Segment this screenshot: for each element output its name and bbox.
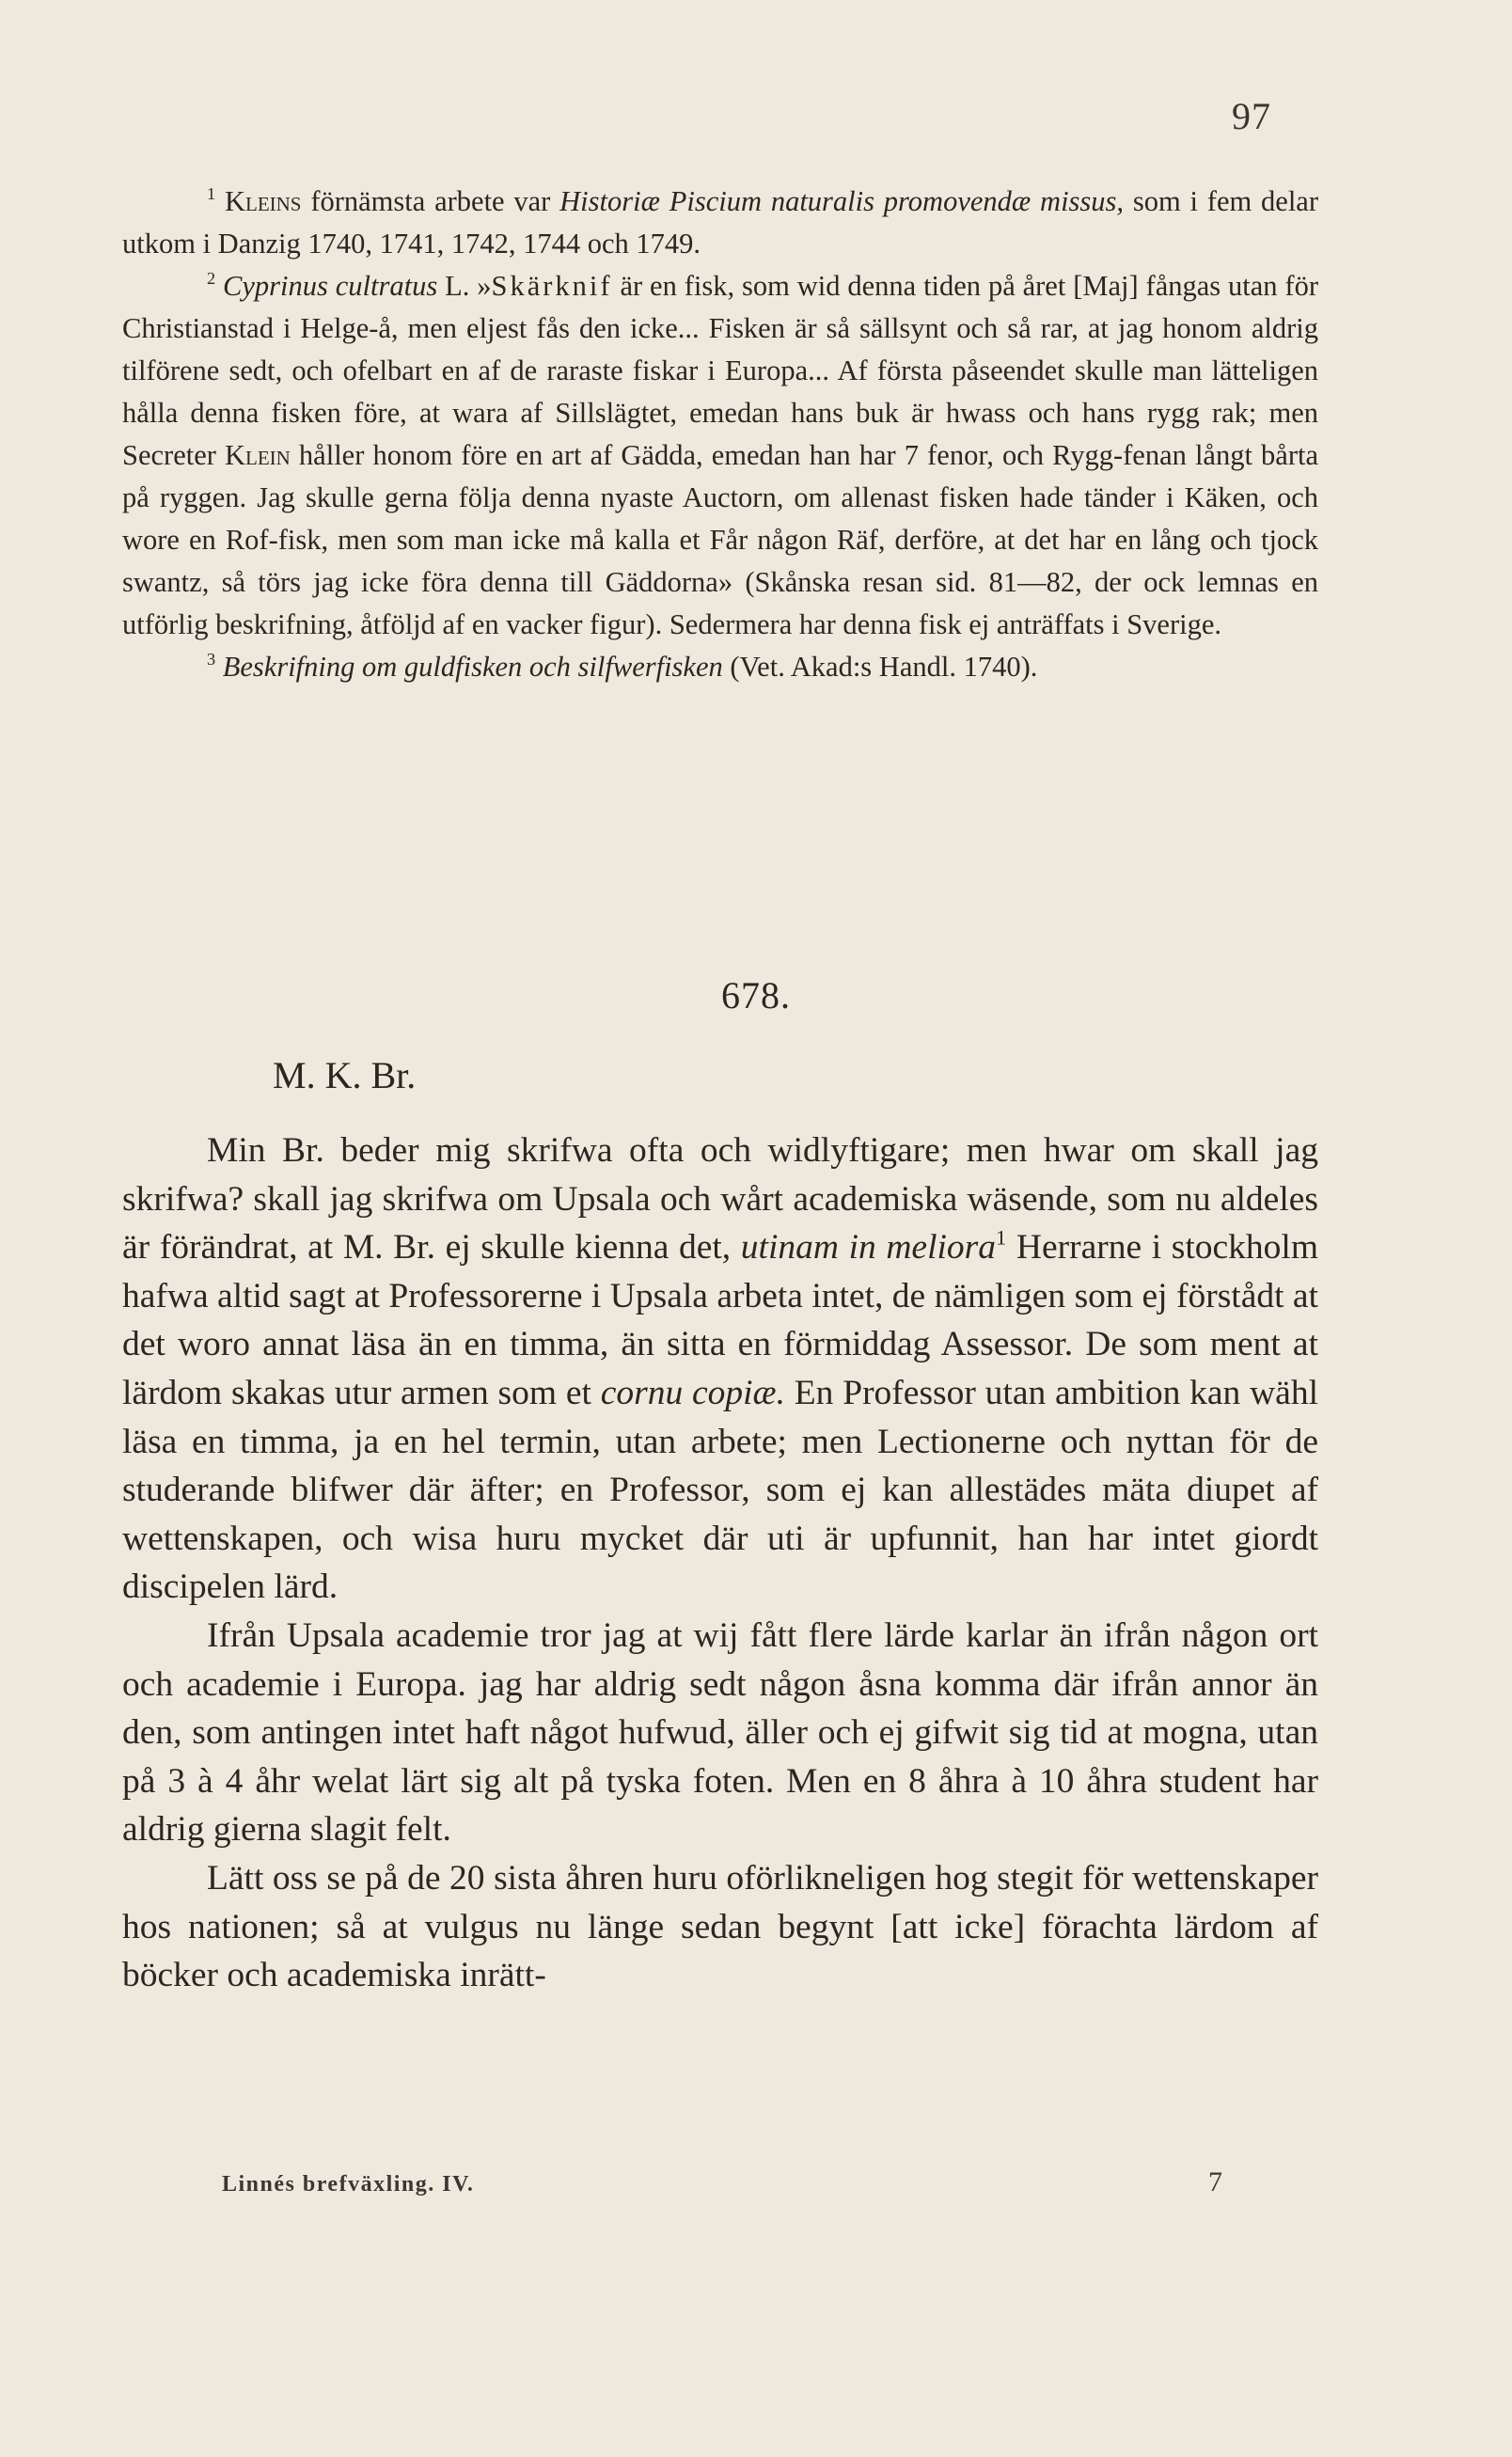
spaced-word: Skärknif xyxy=(491,270,613,302)
letter-paragraph-1: Min Br. beder mig skrifwa ofta och widlyftigare; men hwar om skall jag skrifwa? skall jag skrifwa om Upsala och wårt academiska wäsende, som nu aldeles är förändrat, at M. Br. ej skulle kienna det, utinam in meliora$^1$ Herrarne i stockholm hafwa altid sagt at Professorerne i Upsala arbeta intet, de nämligen som ej förstådt at det woro annat läsa än en timma, än sitta en förmiddag Assessor. De som ment at lärdom skakas utur armen som et cornu copiæ. En Professor utan ambition kan wähl läsa en timma, ja en hel termin, utan arbete; men Lectionerne och nyttan för de studerande blifwer där äfter; en Professor, som ej kan allestädes mäta diupet af wettenskapen, och wisa huru mycket där uti är upfunnit, han har intet giordt discipelen lärd. xyxy=(122,1131,1318,1607)
letter-body xyxy=(122,1126,1318,2000)
footnote-reference: 1 xyxy=(996,1225,1007,1250)
source-footer: Linnés brefväxling. IV. xyxy=(222,2172,475,2197)
page-number: 97 xyxy=(1232,95,1271,137)
footnote-marker: 3 xyxy=(207,650,216,669)
species-name: Cyprinus cultratus xyxy=(223,270,438,302)
footnote-marker: 2 xyxy=(207,269,216,289)
footnote-2: $^2$ Cyprinus cultratus L. »Skärknif är en fisk, som wid denna tiden på året [Maj] fångas utan för Christianstad i Helge-å, men eljest fås den icke... Fisken är så sällsynt och så rar, at jag honom aldrig tilförene sedt, och ofelbart en af de raraste fiskar i Europa... Af första påseendet skulle man lätteligen hålla denna fisken före, at wara af Sillslägtet, emedan hans buk är hwass och hans rygg rak; men Secreter Klein håller honom före en art af Gädda, emedan han har 7 fenor, och Rygg-fenan långt bårta på ryggen. Jag skulle gerna följa denna nyaste Auctorn, om allenast fisken hade tänder i Käken, och wore en Rof-fisk, men som man icke må kalla et Får någon Räf, derföre, at det har en lång och tjock swantz, så törs jag icke föra denna till Gäddorna» (Skånska resan sid. 81—82, der ock lemnas en utförlig beskrifning, åtföljd af en vacker figur). Sedermera har denna fisk ej anträffats i Sverige. xyxy=(122,269,1319,640)
salutation: M. K. Br. xyxy=(273,1054,417,1096)
footnotes-section xyxy=(122,181,1318,688)
footnote-1: $^1$ Kleins förnämsta arbete var Historiæ Piscium naturalis promovendæ missus, som i fem delar utkom i Danzig 1740, 1741, 1742, 1744 och 1749. xyxy=(122,184,1318,260)
latin-phrase: utinam in meliora xyxy=(740,1228,997,1268)
footnote-marker: 1 xyxy=(207,184,216,204)
letter-paragraph-2: Ifrån Upsala academie tror jag at wij fått flere lärde karlar än ifrån någon ort och academie i Europa. jag har aldrig sedt någon åsna komma där ifrån annor än den, som antingen intet haft något hufwud, äller och ej gifwit sig tid at mogna, utan på 3 à 4 åhr welat lärt sig alt på tyska foten. Men en 8 åhra à 10 åhra student har aldrig gierna slagit felt. xyxy=(122,1615,1318,1850)
latin-phrase: cornu copiæ. xyxy=(600,1373,785,1412)
signature-mark: 7 xyxy=(1208,2166,1222,2197)
letter-paragraph-3: Lätt oss se på de 20 sista åhren huru oförlikneligen hog stegit för wettenskaper hos nationen; så at vulgus nu länge sedan begynt [att icke] förachta lärdom af böcker och academiska inrätt- xyxy=(122,1858,1318,1995)
work-title: Historiæ Piscium naturalis promovendæ missus, xyxy=(559,185,1125,217)
work-title: Beskrifning om guldfisken och silfwerfisken xyxy=(222,651,723,683)
author-name: Kleins xyxy=(224,185,302,217)
letter-number: 678. xyxy=(721,974,791,1016)
author-name: Klein xyxy=(225,439,291,471)
footnote-3: $^3$ Beskrifning om guldfisken och silfwerfisken (Vet. Akad:s Handl. 1740). xyxy=(207,650,1038,683)
